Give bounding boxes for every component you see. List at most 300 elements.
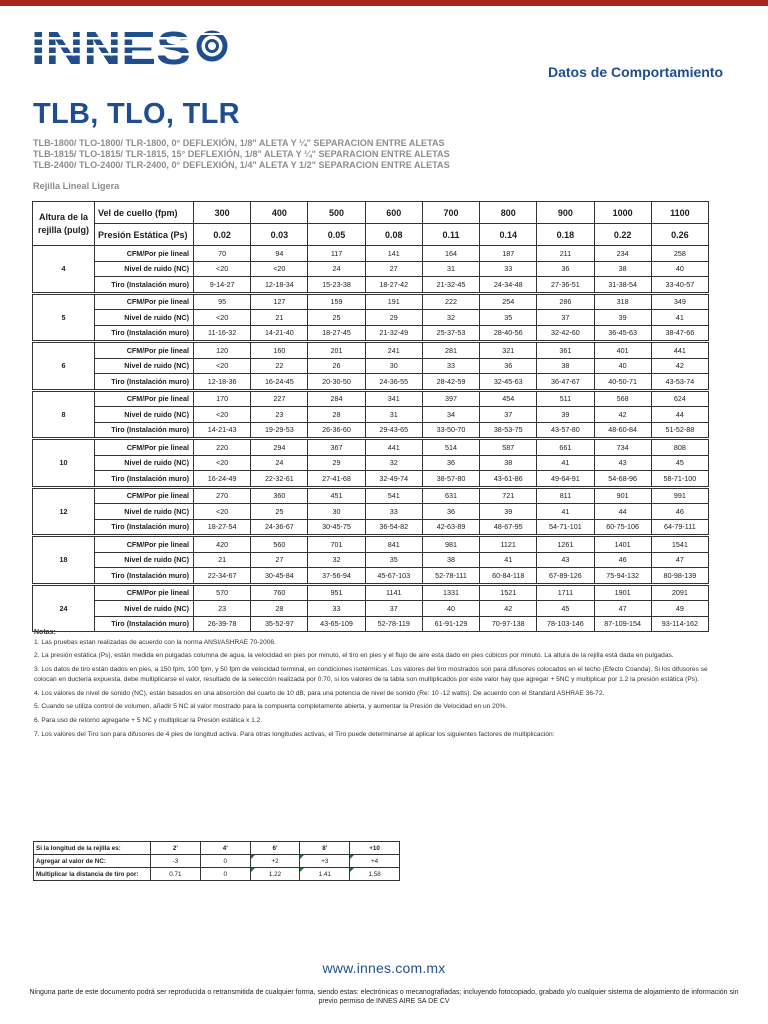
table-cell: 420	[194, 537, 251, 553]
table-row	[33, 391, 709, 407]
table-cell: 841	[365, 537, 422, 553]
velocity-value: 600	[365, 202, 422, 224]
table-cell: 43-61-86	[480, 471, 537, 487]
table-cell: 15-23-38	[308, 277, 365, 293]
table-cell: 26	[308, 358, 365, 374]
table-cell: 80-98-139	[651, 568, 708, 584]
table-row	[33, 422, 709, 438]
table-cell: 29-43-65	[365, 422, 422, 438]
table-cell: 349	[651, 294, 708, 310]
table-cell: 93-114-162	[651, 616, 708, 632]
table-cell: 16-24-45	[251, 374, 308, 390]
metric-label: CFM/Por pie lineal	[95, 585, 194, 601]
metric-label: Nivel de ruido (NC)	[95, 261, 194, 277]
notes-title: Notas:	[34, 629, 56, 636]
table-cell: 286	[537, 294, 594, 310]
table-cell: 75-94-132	[594, 568, 651, 584]
metric-label: CFM/Por pie lineal	[95, 343, 194, 359]
table-cell: 21	[194, 552, 251, 568]
table-cell: 67-89-126	[537, 568, 594, 584]
table-cell: 31-38-54	[594, 277, 651, 293]
table-cell: 187	[480, 246, 537, 262]
table-cell: 661	[537, 440, 594, 456]
table-cell: 120	[194, 343, 251, 359]
table-row	[33, 568, 709, 584]
metric-label: CFM/Por pie lineal	[95, 391, 194, 407]
category-label: Rejilla Lineal Ligera	[33, 181, 120, 191]
table-cell: 21	[251, 310, 308, 326]
table-cell: 234	[594, 246, 651, 262]
table-cell: 38	[594, 261, 651, 277]
table-cell: 441	[365, 440, 422, 456]
table-cell: 43	[537, 552, 594, 568]
table-cell: 54-68-96	[594, 471, 651, 487]
table-cell: 1261	[537, 537, 594, 553]
table-cell: 901	[594, 488, 651, 504]
table-cell: 44	[594, 504, 651, 520]
table-row	[33, 246, 709, 262]
table-cell: 70	[194, 246, 251, 262]
table-cell: 30	[365, 358, 422, 374]
length-value: 6'	[250, 842, 300, 855]
table-cell: 560	[251, 537, 308, 553]
metric-label: Tiro (Instalación muro)	[95, 471, 194, 487]
pressure-value: 0.26	[651, 224, 708, 246]
table-cell: 27	[251, 552, 308, 568]
table-cell: 24-36-67	[251, 519, 308, 535]
table-cell: <20	[194, 310, 251, 326]
innes-logo	[31, 24, 231, 70]
performance-table	[32, 201, 709, 632]
table-row	[33, 374, 709, 390]
factors-header-label: Si la longitud de la rejilla es:	[34, 842, 151, 855]
table-cell: 318	[594, 294, 651, 310]
metric-label: Nivel de ruido (NC)	[95, 504, 194, 520]
legal-disclaimer: Ninguna parte de este documento podrá ser reproducida o retransmitida de cualquier forma, siendo estas: electrónicas o mecanografiadas; incluyendo fotocopiado, grabado y/o cualquier sistema de alojamiento de información sin previo permiso de INNES AIRE SA DE CV	[29, 989, 739, 1005]
table-cell: 37-56-94	[308, 568, 365, 584]
metric-label: CFM/Por pie lineal	[95, 246, 194, 262]
table-cell: 16-24-49	[194, 471, 251, 487]
table-cell: 41	[537, 455, 594, 471]
table-row	[33, 325, 709, 341]
model-description: TLB-1815/ TLO-1815/ TLR-1815, 15° DEFLEXIÓN, 1/8" ALETA Y ¼" SEPARACION ENTRE ALETAS	[33, 149, 450, 160]
metric-label: Tiro (Instalación muro)	[95, 325, 194, 341]
table-cell: 24	[251, 455, 308, 471]
table-cell: 32	[422, 310, 479, 326]
factor-value: 0	[200, 855, 250, 868]
length-value: 8'	[300, 842, 350, 855]
table-cell: 33	[422, 358, 479, 374]
table-cell: 14-21-40	[251, 325, 308, 341]
table-cell: 20-30-50	[308, 374, 365, 390]
table-cell: 52-78-111	[422, 568, 479, 584]
table-cell: 811	[537, 488, 594, 504]
table-cell: <20	[194, 261, 251, 277]
factor-value: +2	[250, 855, 300, 868]
factor-value: 1.58	[350, 868, 400, 881]
table-cell: 25-37-53	[422, 325, 479, 341]
innes-logo-graphic	[31, 24, 231, 70]
velocity-value: 400	[251, 202, 308, 224]
table-cell: 36	[537, 261, 594, 277]
factor-label: Multiplicar la distancia de tiro por:	[34, 868, 151, 881]
table-cell: 760	[251, 585, 308, 601]
table-cell: 24	[308, 261, 365, 277]
table-cell: 48-67-95	[480, 519, 537, 535]
note-item: 7. Los valores del Tiro son para difusores de 4 pies de longitud activa. Para otras longitudes activas, el Tiro puede determinarse al aplicar los siguientes factores de multiplicación:	[34, 730, 555, 738]
velocity-value: 800	[480, 202, 537, 224]
table-cell: 18-27-54	[194, 519, 251, 535]
pressure-value: 0.03	[251, 224, 308, 246]
table-cell: 1401	[594, 537, 651, 553]
table-cell: 33	[480, 261, 537, 277]
table-cell: 30	[308, 504, 365, 520]
model-description: TLB-1800/ TLO-1800/ TLR-1800, 0° DEFLEXIÓN, 1/8" ALETA Y ¼" SEPARACION ENTRE ALETAS	[33, 138, 445, 148]
website-link[interactable]: www.innes.com.mx	[322, 960, 446, 976]
note-item: 1. Las pruebas estan realizadas de acuerdo con la norma ANSI/ASHRAE 70-2006.	[34, 638, 276, 646]
table-cell: 35	[480, 310, 537, 326]
table-cell: 30-45-75	[308, 519, 365, 535]
table-cell: 47	[594, 601, 651, 617]
table-cell: 51-52-88	[651, 422, 708, 438]
table-cell: 25	[251, 504, 308, 520]
metric-label: Nivel de ruido (NC)	[95, 601, 194, 617]
table-cell: 361	[537, 343, 594, 359]
table-cell: 164	[422, 246, 479, 262]
pressure-value: 0.02	[194, 224, 251, 246]
table-cell: 26-39-78	[194, 616, 251, 632]
table-cell: 35-52-97	[251, 616, 308, 632]
table-cell: 31	[365, 407, 422, 423]
table-cell: 42-63-89	[422, 519, 479, 535]
table-row	[33, 343, 709, 359]
table-cell: 33-50-70	[422, 422, 479, 438]
header-row-pressure	[33, 224, 709, 246]
table-cell: <20	[194, 407, 251, 423]
table-cell: 2091	[651, 585, 708, 601]
length-value: +10	[350, 842, 400, 855]
metric-label: CFM/Por pie lineal	[95, 294, 194, 310]
table-cell: 367	[308, 440, 365, 456]
table-cell: 32-42-60	[537, 325, 594, 341]
table-cell: 32	[365, 455, 422, 471]
table-cell: 36	[422, 504, 479, 520]
section-title: Datos de Comportamiento	[548, 64, 724, 80]
table-cell: 60-75-106	[594, 519, 651, 535]
table-cell: 18-27-45	[308, 325, 365, 341]
metric-label: CFM/Por pie lineal	[95, 488, 194, 504]
velocity-value: 1100	[651, 202, 708, 224]
table-cell: 981	[422, 537, 479, 553]
table-cell: 42	[480, 601, 537, 617]
table-row	[33, 601, 709, 617]
note-item: 2. La presión estática (Ps), están medida en pulgadas columna de agua, la velocidad en pies por minuto, el tiro en pies y el flujo de aire esta dado en pies cúbicos por minuto. La altura de la rejilla está dada en pulgadas.	[34, 652, 674, 660]
table-cell: 42	[651, 358, 708, 374]
velocity-value: 900	[537, 202, 594, 224]
table-cell: 39	[480, 504, 537, 520]
table-cell: 32	[308, 552, 365, 568]
note-item: 3. Los datos de tiro están dados en pies, a 150 fpm, 100 fpm, y 50 fpm de velocidad terminal, en condiciones isotérmicas. Los valores del tiro mostrados son para difusores colocados en el techo (Efecto Coanda). Si los difusores se colocan en ductería expuesta, debe multiplicarse el valor, resultado de la selección realizada por 0.70, si los valores de la tabla son multiplicados por este valor hay que agregar + 5NC y multiplicar por 1.2 la presión estática (Ps).	[34, 666, 708, 683]
table-cell: 45	[537, 601, 594, 617]
table-cell: 42	[594, 407, 651, 423]
pressure-value: 0.11	[422, 224, 479, 246]
table-cell: 33	[308, 601, 365, 617]
table-cell: 254	[480, 294, 537, 310]
table-cell: 25	[308, 310, 365, 326]
table-cell: <20	[194, 504, 251, 520]
table-cell: 38	[422, 552, 479, 568]
table-cell: 201	[308, 343, 365, 359]
table-cell: 38-47-66	[651, 325, 708, 341]
table-cell: 441	[651, 343, 708, 359]
table-cell: 28	[308, 407, 365, 423]
table-cell: 38-57-80	[422, 471, 479, 487]
table-cell: 33-40-57	[651, 277, 708, 293]
table-cell: 270	[194, 488, 251, 504]
table-cell: 21-32-49	[365, 325, 422, 341]
table-cell: 78-103-146	[537, 616, 594, 632]
table-cell: 22-34-67	[194, 568, 251, 584]
velocity-value: 700	[422, 202, 479, 224]
table-row	[33, 552, 709, 568]
table-cell: 64-79-111	[651, 519, 708, 535]
table-cell: 12-18-36	[194, 374, 251, 390]
header-row-velocity	[33, 202, 709, 224]
table-cell: 24-34-48	[480, 277, 537, 293]
table-cell: 951	[308, 585, 365, 601]
metric-label: Nivel de ruido (NC)	[95, 552, 194, 568]
table-row	[33, 310, 709, 326]
table-cell: 27-36-51	[537, 277, 594, 293]
table-cell: 127	[251, 294, 308, 310]
table-cell: 60-84-118	[480, 568, 537, 584]
grille-size: 4	[33, 246, 95, 293]
table-cell: 41	[537, 504, 594, 520]
table-cell: 37	[480, 407, 537, 423]
metric-label: Tiro (Instalación muro)	[95, 568, 194, 584]
table-cell: 39	[537, 407, 594, 423]
table-cell: 43-53-74	[651, 374, 708, 390]
table-cell: 49-64-91	[537, 471, 594, 487]
table-cell: 28	[251, 601, 308, 617]
table-cell: 9-14-27	[194, 277, 251, 293]
table-cell: 32-49-74	[365, 471, 422, 487]
size-column-header: Altura de la rejilla (pulg)	[33, 202, 95, 246]
factor-value: 1.22	[250, 868, 300, 881]
table-cell: 211	[537, 246, 594, 262]
note-item: 6. Para uso de retorno agregarle + 5 NC y multiplicar la Presión estática x 1.2.	[34, 716, 263, 724]
table-cell: 360	[251, 488, 308, 504]
table-cell: 19-29-53	[251, 422, 308, 438]
table-cell: 54-71-101	[537, 519, 594, 535]
velocity-value: 300	[194, 202, 251, 224]
factor-value: +3	[300, 855, 350, 868]
table-cell: 117	[308, 246, 365, 262]
table-cell: 28-42-59	[422, 374, 479, 390]
table-cell: 43	[594, 455, 651, 471]
notes-section	[34, 628, 716, 743]
table-cell: 227	[251, 391, 308, 407]
table-cell: 258	[651, 246, 708, 262]
table-row	[33, 585, 709, 601]
pressure-value: 0.05	[308, 224, 365, 246]
table-cell: 454	[480, 391, 537, 407]
table-cell: 35	[365, 552, 422, 568]
note-item: 4. Los valores de nivel de sonido (NC), están basados en una absorción del cuarto de 10 dB, para una potencia de nivel de sonido (Re: 10 -12 watts). De acuerdo con el Standard ASHRAE 36-72.	[34, 689, 605, 697]
table-row	[33, 471, 709, 487]
table-cell: 40	[594, 358, 651, 374]
table-cell: 40	[422, 601, 479, 617]
grille-size: 5	[33, 294, 95, 341]
table-cell: 1521	[480, 585, 537, 601]
table-cell: 46	[594, 552, 651, 568]
table-cell: 47	[651, 552, 708, 568]
model-descriptions	[33, 138, 450, 172]
note-item: 5. Cuando se utiliza control de volumen, añadir 5 NC al valor mostrado para la compuerta completamente abierta, y aumentar la Presión de Velocidad en un 20%.	[34, 703, 508, 711]
table-cell: 570	[194, 585, 251, 601]
table-cell: 31	[422, 261, 479, 277]
table-cell: 991	[651, 488, 708, 504]
table-cell: 511	[537, 391, 594, 407]
length-value: 4'	[200, 842, 250, 855]
table-cell: 36	[480, 358, 537, 374]
factor-value: -3	[151, 855, 201, 868]
table-row	[33, 294, 709, 310]
table-cell: 222	[422, 294, 479, 310]
page-title: TLB, TLO, TLR	[33, 98, 240, 130]
grille-size: 12	[33, 488, 95, 535]
table-cell: 141	[365, 246, 422, 262]
table-cell: 23	[251, 407, 308, 423]
pressure-value: 0.14	[480, 224, 537, 246]
table-cell: 45	[651, 455, 708, 471]
table-cell: 41	[651, 310, 708, 326]
metric-label: Tiro (Instalación muro)	[95, 616, 194, 632]
factors-row	[34, 868, 400, 881]
metric-label: Nivel de ruido (NC)	[95, 455, 194, 471]
table-cell: 27	[365, 261, 422, 277]
table-cell: 1901	[594, 585, 651, 601]
table-cell: 44	[651, 407, 708, 423]
table-cell: 159	[308, 294, 365, 310]
factor-value: 1.41	[300, 868, 350, 881]
table-cell: <20	[251, 261, 308, 277]
table-cell: 160	[251, 343, 308, 359]
factors-header-row	[34, 842, 400, 855]
table-cell: 37	[537, 310, 594, 326]
table-cell: 191	[365, 294, 422, 310]
pressure-value: 0.08	[365, 224, 422, 246]
table-cell: 631	[422, 488, 479, 504]
grille-size: 6	[33, 343, 95, 390]
table-cell: <20	[194, 455, 251, 471]
table-cell: 52-78-119	[365, 616, 422, 632]
metric-label: Nivel de ruido (NC)	[95, 358, 194, 374]
table-cell: 284	[308, 391, 365, 407]
table-row	[33, 455, 709, 471]
table-cell: 321	[480, 343, 537, 359]
table-cell: 294	[251, 440, 308, 456]
table-cell: 220	[194, 440, 251, 456]
table-cell: 624	[651, 391, 708, 407]
notes-list	[34, 638, 716, 740]
table-cell: 397	[422, 391, 479, 407]
table-cell: 12-18-34	[251, 277, 308, 293]
table-cell: 808	[651, 440, 708, 456]
metric-label: Tiro (Instalación muro)	[95, 519, 194, 535]
factor-label: Agregar al valor de NC:	[34, 855, 151, 868]
table-cell: 721	[480, 488, 537, 504]
metric-label: CFM/Por pie lineal	[95, 537, 194, 553]
length-value: 2'	[151, 842, 201, 855]
table-cell: 32-45-63	[480, 374, 537, 390]
table-cell: 70-97-138	[480, 616, 537, 632]
table-cell: 45-67-103	[365, 568, 422, 584]
table-cell: 38	[537, 358, 594, 374]
grille-size: 18	[33, 537, 95, 584]
grille-size: 24	[33, 585, 95, 632]
table-cell: 30-45-84	[251, 568, 308, 584]
table-cell: 341	[365, 391, 422, 407]
table-row	[33, 488, 709, 504]
table-cell: 241	[365, 343, 422, 359]
table-row	[33, 277, 709, 293]
pressure-value: 0.18	[537, 224, 594, 246]
grille-size: 10	[33, 440, 95, 487]
length-factors-table	[33, 841, 400, 881]
table-cell: 281	[422, 343, 479, 359]
table-cell: 61-91-129	[422, 616, 479, 632]
factor-value: 0.71	[151, 868, 201, 881]
table-cell: 701	[308, 537, 365, 553]
metric-label: Tiro (Instalación muro)	[95, 374, 194, 390]
table-cell: 58-71-100	[651, 471, 708, 487]
table-cell: 36-45-63	[594, 325, 651, 341]
table-cell: 36	[422, 455, 479, 471]
velocity-value: 1000	[594, 202, 651, 224]
factor-value: +4	[350, 855, 400, 868]
metric-label: Tiro (Instalación muro)	[95, 422, 194, 438]
table-cell: 36-47-67	[537, 374, 594, 390]
table-cell: 541	[365, 488, 422, 504]
table-cell: 568	[594, 391, 651, 407]
table-row	[33, 440, 709, 456]
metric-label: Nivel de ruido (NC)	[95, 310, 194, 326]
table-cell: 1141	[365, 585, 422, 601]
table-cell: 401	[594, 343, 651, 359]
pressure-label: Presión Estática (Ps)	[95, 224, 194, 246]
table-cell: 94	[251, 246, 308, 262]
table-cell: 43-57-80	[537, 422, 594, 438]
table-cell: 37	[365, 601, 422, 617]
table-cell: 734	[594, 440, 651, 456]
table-row	[33, 358, 709, 374]
table-cell: 36-54-82	[365, 519, 422, 535]
table-cell: 451	[308, 488, 365, 504]
table-row	[33, 504, 709, 520]
table-cell: 95	[194, 294, 251, 310]
metric-label: Nivel de ruido (NC)	[95, 407, 194, 423]
table-cell: 1121	[480, 537, 537, 553]
velocity-value: 500	[308, 202, 365, 224]
table-cell: 514	[422, 440, 479, 456]
table-cell: 34	[422, 407, 479, 423]
table-cell: 40	[651, 261, 708, 277]
table-cell: 29	[365, 310, 422, 326]
factor-value: 0	[200, 868, 250, 881]
table-cell: 587	[480, 440, 537, 456]
pressure-value: 0.22	[594, 224, 651, 246]
